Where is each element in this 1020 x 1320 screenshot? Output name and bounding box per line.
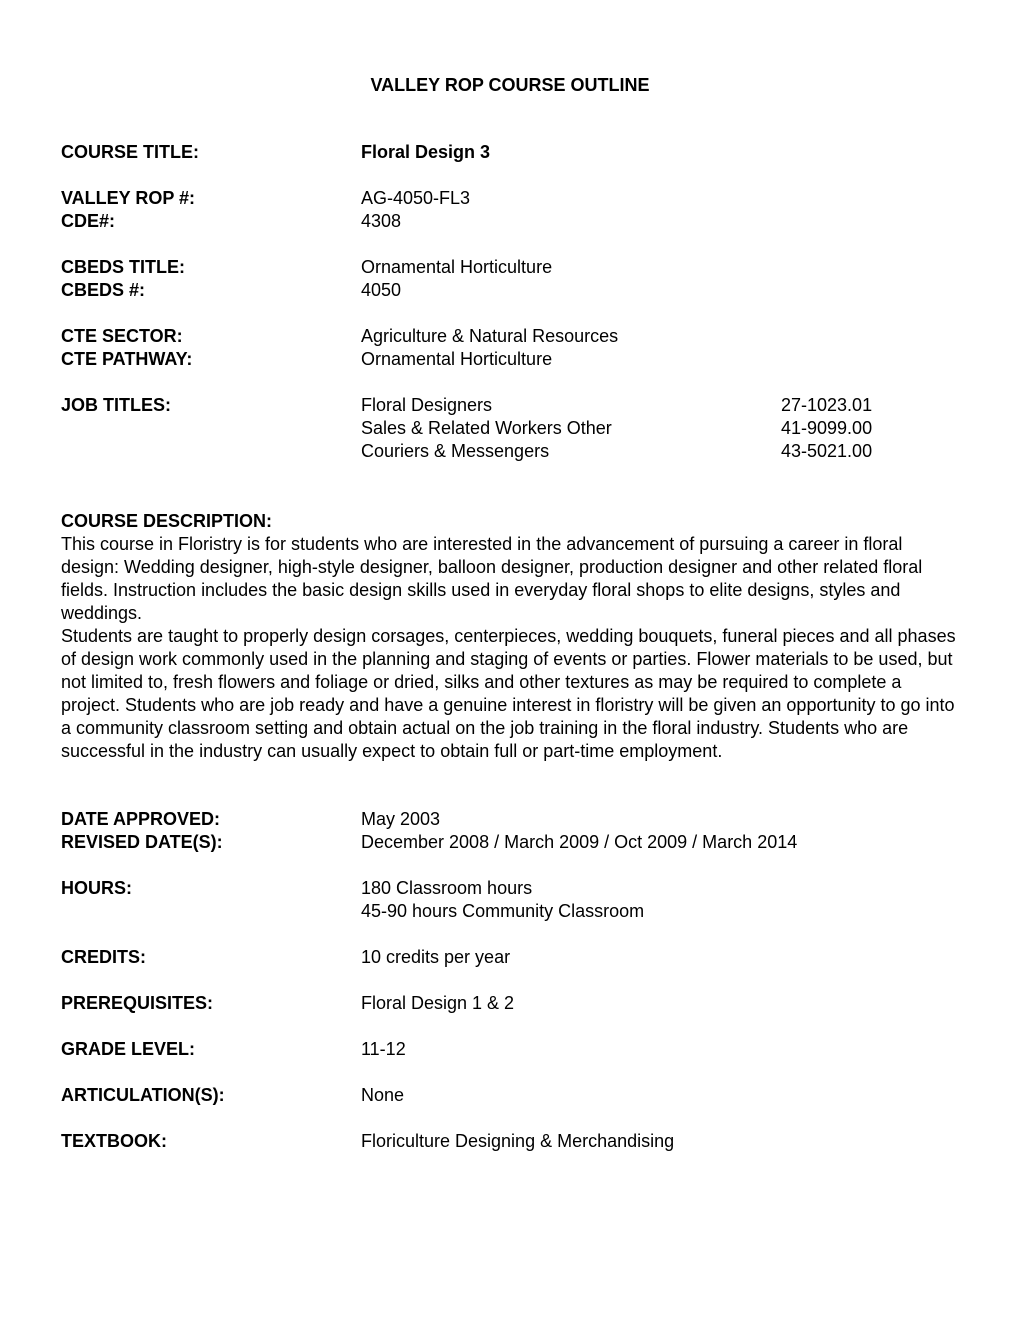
textbook-value: Floriculture Designing & Merchandising <box>361 1131 675 1151</box>
credits-value: 10 credits per year <box>361 947 511 967</box>
job-titles-label: JOB TITLES: <box>61 395 172 415</box>
hours-row <box>61 877 961 900</box>
cte-pathway-row <box>61 348 961 371</box>
cte-pathway-value: Ornamental Horticulture <box>361 349 553 369</box>
prerequisites-value: Floral Design 1 & 2 <box>361 993 515 1013</box>
articulations-value: None <box>361 1085 405 1105</box>
rop-number-label: VALLEY ROP #: <box>61 188 196 208</box>
job-title-code: 41-9099.00 <box>781 418 873 438</box>
cbeds-number-row <box>61 279 961 302</box>
cte-pathway-label: CTE PATHWAY: <box>61 349 193 369</box>
grade-level-value: 11-12 <box>361 1039 406 1059</box>
date-approved-value: May 2003 <box>361 809 441 829</box>
course-title-value: Floral Design 3 <box>361 142 491 162</box>
prerequisites-label: PREREQUISITES: <box>61 993 214 1013</box>
date-approved-label: DATE APPROVED: <box>61 809 221 829</box>
revised-dates-row <box>61 831 961 854</box>
revised-dates-value: December 2008 / March 2009 / Oct 2009 / March 2014 <box>361 832 798 852</box>
job-title-name: Floral Designers <box>361 395 493 415</box>
cde-number-value: 4308 <box>361 211 402 231</box>
page-title: VALLEY ROP COURSE OUTLINE <box>370 75 650 95</box>
cbeds-number-label: CBEDS #: <box>61 280 146 300</box>
hours-value: 45-90 hours Community Classroom <box>361 901 645 921</box>
credits-label: CREDITS: <box>61 947 146 967</box>
course-description-paragraph: Students are taught to properly design corsages, centerpieces, wedding bouquets, funeral pieces and all phases of design work commonly used in the planning and staging of events or parties. Flower materials to be used, but not limited to, fresh flowers and foliage or dried, silks and other textures as may be required to complete a project. Students who are job ready and have a genuine interest in floristry will be given an opportunity to go into a community classroom setting and obtain actual on the job training in the floral industry. Students who are successful in the industry can usually expect to obtain full or part-time employment. <box>61 626 956 761</box>
cte-sector-label: CTE SECTOR: <box>61 326 183 346</box>
cbeds-number-value: 4050 <box>361 280 402 300</box>
course-description-label: COURSE DESCRIPTION: <box>61 511 273 531</box>
grade-level-row <box>61 1038 961 1061</box>
articulations-row <box>61 1084 961 1107</box>
job-title-row <box>61 394 961 417</box>
job-title-row <box>61 417 961 440</box>
course-description <box>61 533 961 763</box>
cbeds-title-row <box>61 256 961 279</box>
articulations-label: ARTICULATION(S): <box>61 1085 225 1105</box>
cbeds-title-value: Ornamental Horticulture <box>361 257 553 277</box>
cte-sector-value: Agriculture & Natural Resources <box>361 326 619 346</box>
course-description-paragraph: This course in Floristry is for students who are interested in the advancement of pursuing a career in floral design: Wedding designer, high-style designer, balloon designer, production designer and other related floral fields. Instruction includes the basic design skills used in everyday floral shops to elite designs, styles and weddings. <box>61 534 923 623</box>
cde-number-label: CDE#: <box>61 211 116 231</box>
job-title-code: 43-5021.00 <box>781 441 873 461</box>
rop-number-value: AG-4050-FL3 <box>361 188 471 208</box>
revised-dates-label: REVISED DATE(S): <box>61 832 223 852</box>
cte-sector-row <box>61 325 961 348</box>
job-title-name: Sales & Related Workers Other <box>361 418 612 438</box>
textbook-row <box>61 1130 961 1153</box>
course-title-row <box>61 141 961 164</box>
textbook-label: TEXTBOOK: <box>61 1131 167 1151</box>
course-title-label: COURSE TITLE: <box>61 142 199 162</box>
hours-label: HOURS: <box>61 878 132 898</box>
date-approved-row <box>61 808 961 831</box>
cbeds-title-label: CBEDS TITLE: <box>61 257 185 277</box>
grade-level-label: GRADE LEVEL: <box>61 1039 196 1059</box>
rop-number-row <box>61 187 961 210</box>
hours-row <box>61 900 961 923</box>
cde-number-row <box>61 210 961 233</box>
job-title-code: 27-1023.01 <box>781 395 873 415</box>
credits-row <box>61 946 961 969</box>
prerequisites-row <box>61 992 961 1015</box>
job-title-row <box>61 440 961 463</box>
job-title-name: Couriers & Messengers <box>361 441 550 461</box>
hours-value: 180 Classroom hours <box>361 878 533 898</box>
